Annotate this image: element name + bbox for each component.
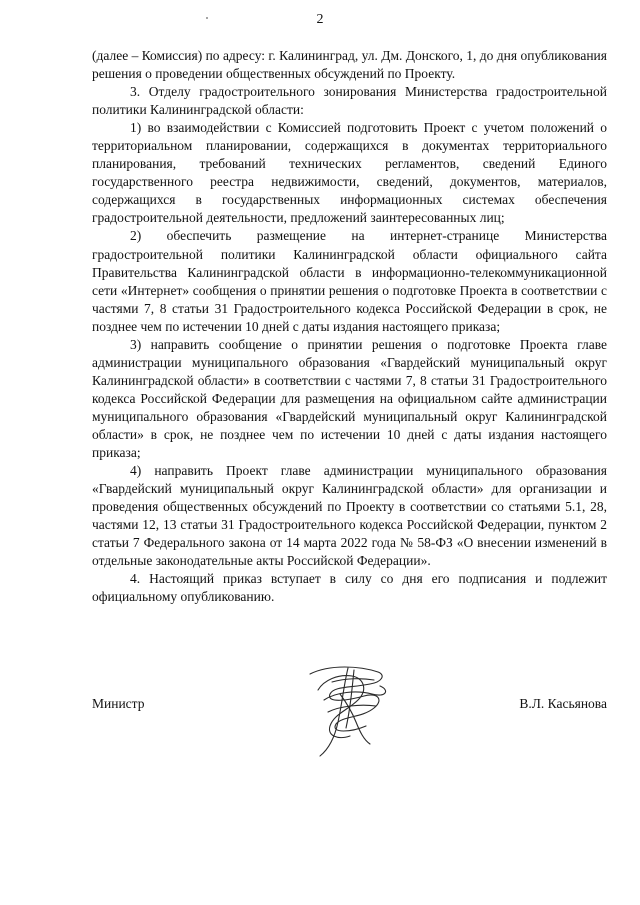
paragraph-item-3: 3. Отделу градостроительного зонирования Министерства градостроительной политики Калининградской области:	[92, 84, 607, 118]
signatory-name: В.Л. Касьянова	[519, 696, 607, 711]
paragraph-subitem-3: 3) направить сообщение о принятии решения о подготовке Проекта главе администрации муниципального образования «Гвардейский муниципальный округ Калининградской области» в соответствии с частями 7, 8 статьи 31 Градостроительного кодекса Российской Федерации для размещения на официальном сайте администрации муниципального образования «Гвардейский муниципальный округ Калининградской области» в срок, не позднее чем по истечении 10 дней с даты издания настоящего приказа;	[92, 336, 607, 461]
paragraph-subitem-1: 1) во взаимодействии с Комиссией подготовить Проект с учетом положений о территориальном планировании, содержащихся в документах территориального планирования, требований технических регламентов, сведений Единого государственного реестра недвижимости, сведений, документов, материалов, содержащихся в государственных информационных системах обеспечения градостроительной деятельности, предложений заинтересованных лиц;	[92, 120, 607, 226]
paragraph-item-4: 4. Настоящий приказ вступает в силу со дня его подписания и подлежит официальному опубликованию.	[92, 571, 607, 605]
paragraph-continuation: (далее – Комиссия) по адресу: г. Калининград, ул. Дм. Донского, 1, до дня опубликования решения о проведении общественных обсуждений по Проекту.	[92, 48, 607, 82]
document-body	[92, 47, 607, 606]
page-number: 2	[316, 12, 324, 27]
handwritten-signature	[290, 660, 408, 760]
signatory-title: Министр	[92, 696, 145, 711]
paragraph-subitem-4: 4) направить Проект главе администрации муниципального образования «Гвардейский муниципальный округ Калининградской области» для организации и проведения общественных обсуждений по Проекту в соответствии со статьями 5.1, 28, частями 12, 13 статьи 31 Градостроительного кодекса Российской Федерации, пунктом 2 статьи 7 Федерального закона от 14 марта 2022 года № 58-ФЗ «О внесении изменений в отдельные законодательные акты Российской Федерации».	[92, 463, 607, 569]
paragraph-subitem-2: 2) обеспечить размещение на интернет-странице Министерства градостроительной политики Калининградской области официального сайта Правительства Калининградской области в информационно-телекоммуникационной сети «Интернет» сообщения о принятии решения о подготовке Проекта в соответствии с частями 7, 8 статьи 31 Градостроительного кодекса Российской Федерации в срок, не позднее чем по истечении 10 дней с даты издания настоящего приказа;	[92, 228, 607, 334]
